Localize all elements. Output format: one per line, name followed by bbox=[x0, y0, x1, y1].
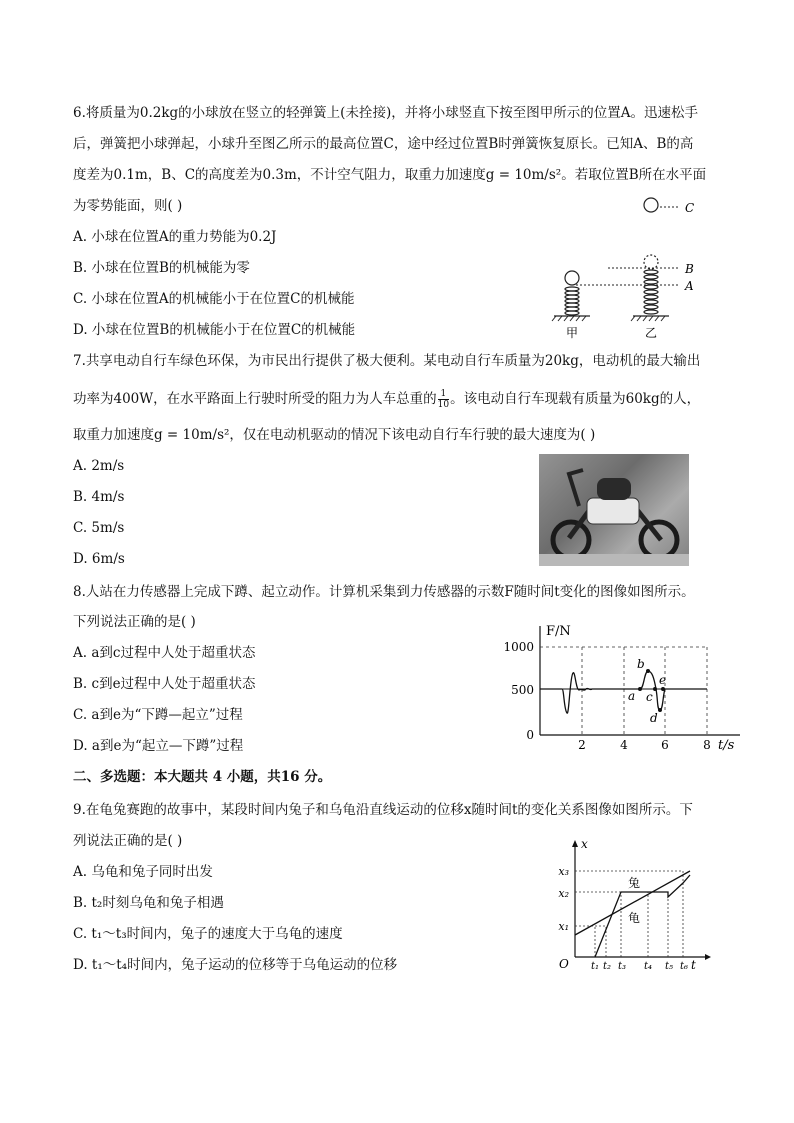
y-tick-500: 500 bbox=[511, 683, 534, 697]
x-tick-t1: t₁ bbox=[590, 961, 600, 972]
chart-grid bbox=[540, 647, 707, 735]
q7-line-2b: 。该电动自行车现载有质量为60kg的人， bbox=[450, 391, 701, 407]
q8-force-chart bbox=[500, 618, 750, 758]
fraction-denominator: 10 bbox=[437, 400, 450, 410]
x-tick-t2: t₂ bbox=[602, 961, 612, 972]
q6-option-d[interactable]: D. 小球在位置B的机械能小于在位置C的机械能 bbox=[73, 322, 356, 338]
x-tick-2: 2 bbox=[578, 738, 586, 752]
label-c: C bbox=[685, 201, 695, 215]
ball-c-icon bbox=[644, 198, 658, 212]
y-tick-x2: x₂ bbox=[558, 887, 569, 900]
x-axis-arrow-icon bbox=[705, 954, 711, 960]
ball-dashed-icon bbox=[644, 255, 658, 269]
label-point-b: b bbox=[637, 657, 645, 671]
point-b bbox=[646, 669, 650, 673]
q7-option-c[interactable]: C. 5m/s bbox=[73, 520, 125, 536]
e-bike-icon bbox=[539, 454, 689, 566]
x-tick-4: 4 bbox=[620, 738, 628, 752]
point-e bbox=[661, 687, 665, 691]
spring-yi-icon bbox=[644, 270, 658, 314]
q9-line-1: 9.在龟兔赛跑的故事中，某段时间内兔子和乌龟沿直线运动的位移x随时间t的变化关系图像如图所示。下 bbox=[73, 802, 693, 818]
x-tick-t3: t₃ bbox=[617, 961, 627, 972]
label-a: A bbox=[685, 279, 694, 293]
q7-line-1: 7.共享电动自行车绿色环保，为市民出行提供了极大便利。某电动自行车质量为20kg，电动机的最大输出 bbox=[73, 353, 701, 369]
q8-option-c[interactable]: C. a到e为“下蹲—起立”过程 bbox=[73, 707, 243, 723]
q6-line-4: 为零势能面，则( ) bbox=[73, 198, 183, 214]
q6-option-b[interactable]: B. 小球在位置B的机械能为零 bbox=[73, 260, 250, 276]
x-axis-label: t bbox=[691, 958, 696, 972]
point-c bbox=[653, 687, 657, 691]
point-a bbox=[638, 687, 642, 691]
y-tick-x3: x₃ bbox=[558, 865, 569, 878]
y-axis-label: F/N bbox=[546, 624, 571, 639]
x-tick-t4: t₄ bbox=[643, 961, 653, 972]
e-bike-photo bbox=[539, 454, 689, 566]
q6-line-3: 度差为0.1m，B、C的高度差为0.3m，不计空气阻力，取重力加速度g = 10m/s²。若取位置B所在水平面 bbox=[73, 167, 707, 183]
q6-option-c[interactable]: C. 小球在位置A的机械能小于在位置C的机械能 bbox=[73, 291, 355, 307]
label-point-e: e bbox=[659, 673, 667, 687]
q9-option-c[interactable]: C. t₁～t₃时间内，兔子的速度大于乌龟的速度 bbox=[73, 926, 343, 942]
q6-spring-figure bbox=[540, 190, 710, 345]
q9-option-d[interactable]: D. t₁～t₄时间内，兔子运动的位移等于乌龟运动的位移 bbox=[73, 957, 398, 973]
x-tick-6: 6 bbox=[661, 738, 669, 752]
y-axis-label: x bbox=[581, 837, 588, 851]
q9-line-2: 列说法正确的是( ) bbox=[73, 833, 183, 849]
x-tick-t5: t₅ bbox=[664, 961, 674, 972]
q8-line-1: 8.人站在力传感器上完成下蹲、起立动作。计算机采集到力传感器的示数F随时间t变化的图像如图所示。 bbox=[73, 584, 695, 600]
section-2-heading: 二、多选题：本大题共 4 小题，共16 分。 bbox=[73, 769, 332, 785]
q7-line-2a: 功率为400W，在水平路面上行驶时所受的阻力为人车总重的 bbox=[73, 391, 437, 407]
label-point-d: d bbox=[650, 711, 658, 725]
q7-line-2 bbox=[73, 389, 700, 410]
label-point-c: c bbox=[646, 690, 653, 704]
q6-line-1: 6.将质量为0.2kg的小球放在竖立的轻弹簧上(未拴接)，并将小球竖直下按至图甲所示的位置A。迅速松手 bbox=[73, 105, 698, 121]
label-turtle: 龟 bbox=[628, 911, 641, 925]
y-axis-arrow-icon bbox=[572, 840, 578, 847]
q7-option-a[interactable]: A. 2m/s bbox=[73, 458, 125, 474]
y-tick-1000: 1000 bbox=[503, 640, 534, 654]
label-b: B bbox=[685, 262, 694, 276]
q8-line-2: 下列说法正确的是( ) bbox=[73, 614, 196, 630]
ball-a-icon bbox=[565, 271, 579, 285]
q8-option-b[interactable]: B. c到e过程中人处于超重状态 bbox=[73, 676, 256, 692]
q7-line-3: 取重力加速度g = 10m/s²，仅在电动机驱动的情况下该电动自行车行驶的最大速度为( ) bbox=[73, 427, 596, 443]
y-tick-0: 0 bbox=[526, 728, 534, 742]
y-tick-x1: x₁ bbox=[558, 920, 569, 933]
q8-option-d[interactable]: D. a到e为“起立—下蹲”过程 bbox=[73, 738, 244, 754]
spring-jia-icon bbox=[565, 287, 579, 315]
q7-fraction bbox=[438, 389, 449, 410]
force-curve bbox=[540, 671, 707, 713]
fraction-numerator: 1 bbox=[438, 389, 449, 400]
label-rabbit: 兔 bbox=[628, 876, 641, 890]
q8-option-a[interactable]: A. a到c过程中人处于超重状态 bbox=[73, 645, 256, 661]
label-yi: 乙 bbox=[645, 326, 658, 340]
q7-option-d[interactable]: D. 6m/s bbox=[73, 551, 125, 567]
x-tick-t6: t₆ bbox=[679, 961, 689, 972]
q9-option-b[interactable]: B. t₂时刻乌龟和兔子相遇 bbox=[73, 895, 224, 911]
q7-option-b[interactable]: B. 4m/s bbox=[73, 489, 125, 505]
q9-displacement-chart bbox=[545, 835, 715, 980]
origin-label: O bbox=[559, 957, 569, 971]
q6-option-a[interactable]: A. 小球在位置A的重力势能为0.2J bbox=[73, 229, 277, 245]
q9-option-a[interactable]: A. 乌龟和兔子同时出发 bbox=[73, 864, 213, 880]
label-point-a: a bbox=[628, 689, 636, 703]
point-d bbox=[658, 708, 662, 712]
x-tick-8: 8 bbox=[703, 738, 711, 752]
x-axis-label: t/s bbox=[718, 738, 735, 753]
q6-line-2: 后，弹簧把小球弹起，小球升至图乙所示的最高位置C，途中经过位置B时弹簧恢复原长。已知A、B的高 bbox=[73, 136, 694, 152]
label-jia: 甲 bbox=[566, 326, 579, 340]
